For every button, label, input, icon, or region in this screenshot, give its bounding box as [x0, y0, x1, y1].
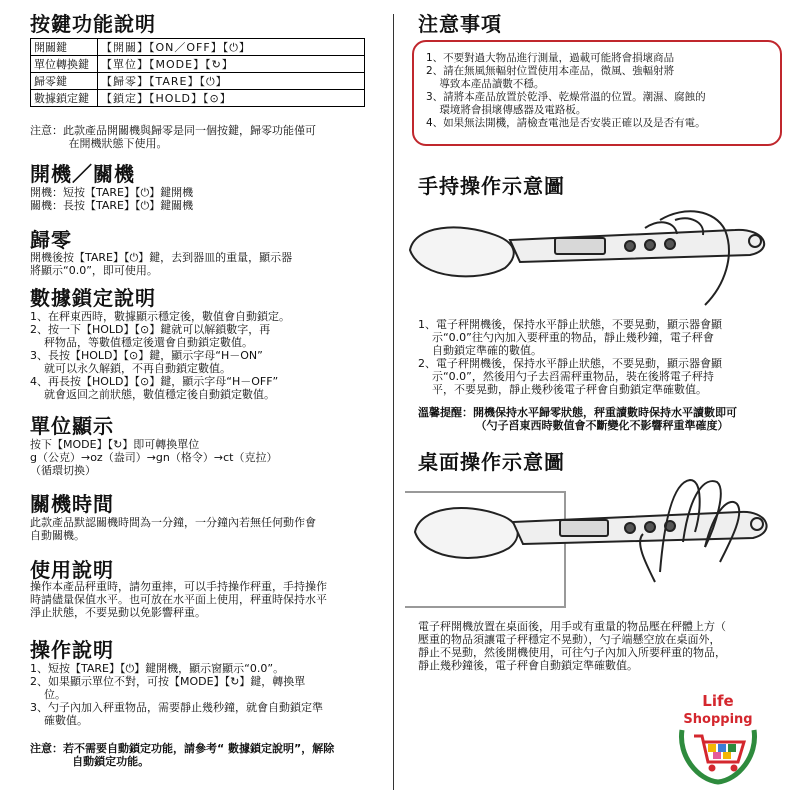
handheld-text: 1、電子秤開機後，保持水平靜止狀態，不要晃動，顯示器會顯 示“0.0”往勺內加入要秤重的物品，靜止幾秒鐘，電子秤會 自動鎖定準確的數值。 2、電子秤開機後，保持水平靜止狀態，不要晃動，顯示器會顯 示“0.0”，然後用勺子去舀需秤重物品，裝在後將電子秤持 平，不要晃動，靜止幾秒後電子秤會自動鎖定準確數值。 [418, 318, 722, 396]
lock-title: 數據鎖定說明 [30, 286, 156, 310]
logo-line1: Life [702, 692, 734, 710]
logo-line2: Shopping [683, 712, 753, 727]
usage-text: 操作本產品秤重時，請勿重摔，可以手持操作秤重，手持操作 時請儘量保值水平。也可放在水平面上使用，秤重時保持水平 淨止狀態，不要晃動以免影響秤重。 [30, 580, 327, 619]
zero-title: 歸零 [30, 228, 72, 252]
operation-note: 注意：若不需要自動鎖定功能，請參考“ 數據鎖定說明”，解除 自動鎖定功能。 [30, 742, 335, 768]
notice-title: 注意事項 [418, 12, 502, 36]
table-row [31, 56, 365, 73]
key-name: 開關鍵 [31, 39, 98, 56]
column-divider [393, 14, 394, 790]
table-row [31, 90, 365, 107]
unit-title: 單位顯示 [30, 414, 114, 438]
power-text: 開機：短按【TARE】【⏻】鍵開機 關機：長按【TARE】【⏻】鍵關機 [30, 186, 194, 212]
operation-text: 1、短按【TARE】【⏻】鍵開機，顯示窗顯示“0.0”。 2、如果顯示單位不對，可按【MODE】【↻】鍵，轉換單 位。 3、勺子內加入秤重物品，需要靜止幾秒鐘，就會自動鎖定準 確數值。 [30, 662, 323, 727]
notice-text: 1、不要對過大物品進行測量，過載可能將會損壞商品 2、請在無風無輻射位置使用本產品，微風、強輻射將 導致本產品讀數不穩。 3、請將本產品放置於乾淨、乾燥常溫的位置。潮濕、腐蝕的 環境將會損壞傳感器及電路板。 4、如果無法開機，請檢查電池是否安裝正確以及是否有電。 [426, 52, 706, 129]
operation-title: 操作說明 [30, 638, 114, 662]
tabletop-scale-illustration [405, 472, 785, 612]
key-name: 單位轉換鍵 [31, 56, 98, 73]
key-function-table [30, 38, 365, 107]
usage-title: 使用說明 [30, 558, 114, 582]
handheld-diagram-title: 手持操作示意圖 [418, 174, 565, 198]
tabletop-diagram-title: 桌面操作示意圖 [418, 450, 565, 474]
auto-off-text: 此款產品默認關機時間為一分鐘，一分鐘內若無任何動作會 自動關機。 [30, 516, 316, 542]
handheld-scale-illustration [405, 200, 785, 310]
zero-text: 開機後按【TARE】【⏻】鍵，去到器皿的重量，顯示器 將顯示“0.0”，即可使用。 [30, 251, 293, 277]
cart-icon [694, 736, 744, 772]
life-shopping-logo [668, 688, 768, 788]
key-function-title: 按鍵功能說明 [30, 12, 156, 36]
tabletop-text: 電子秤開機放置在桌面後，用手或有重量的物品壓在秤體上方（ 壓重的物品須讓電子秤穩定不晃動），勺子端懸空放在桌面外， 靜止不晃動，然後開機使用，可往勺子內加入所要秤重的物品， 靜止幾秒鐘後，電子秤會自動鎖定準確數值。 [418, 620, 726, 672]
unit-text: 按下【MODE】【↻】即可轉換單位 g（公克）→oz（盎司）→gn（格令）→ct（克拉） （循環切換） [30, 438, 278, 477]
power-title: 開機／關機 [30, 162, 135, 186]
key-desc: 【鎖定】【HOLD】【⊙】 [98, 90, 365, 107]
key-desc: 【開關】【ON／OFF】【⏻】 [98, 39, 365, 56]
key-name: 數據鎖定鍵 [31, 90, 98, 107]
key-note: 注意：此款產品開關機與歸零是同一個按鍵，歸零功能僅可 在開機狀態下使用。 [30, 124, 316, 150]
key-desc: 【單位】【MODE】【↻】 [98, 56, 365, 73]
tip-text: 溫馨提醒：開機保持水平歸零狀態，秤重讀數時保持水平讀數即可 （勺子舀東西時數值會不斷變化不影響秤重準確度） [418, 406, 737, 432]
table-row [31, 73, 365, 90]
auto-off-title: 關機時間 [30, 492, 114, 516]
key-desc: 【歸零】【TARE】【⏻】 [98, 73, 365, 90]
table-row [31, 39, 365, 56]
key-name: 歸零鍵 [31, 73, 98, 90]
notice-box [412, 40, 782, 146]
lock-text: 1、在秤東西時，數據顯示穩定後，數值會自動鎖定。 2、按一下【HOLD】【⊙】鍵就可以解鎖數字，再 秤物品，等數值穩定後還會自動鎖定數值。 3、長按【HOLD】【⊙】鍵，顯示字母“H－ON” 就可以永久解鎖，不再自動鎖定數值。 4、再長按【HOLD】【⊙】鍵，顯示字母“H－OFF” 就會返回之前狀態，數值穩定後自動鎖定數值。 [30, 310, 290, 401]
